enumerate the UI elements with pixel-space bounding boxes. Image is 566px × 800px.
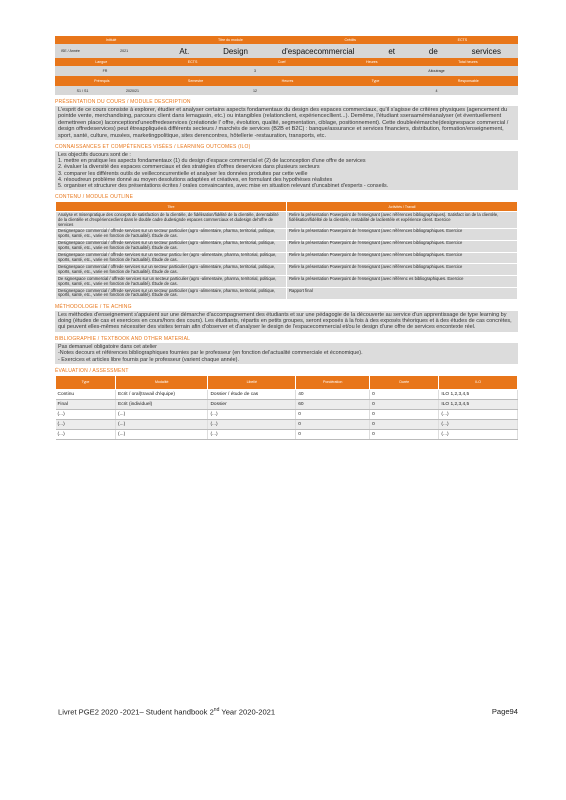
eval-cell: Dossier / étude de cas [208,389,296,399]
table-row [56,389,518,399]
page-number: Page94 [491,707,518,716]
eval-cell: (...) [208,429,296,439]
header-row-4 [55,66,518,76]
header-label: Semestre [187,79,204,83]
eval-cell: 0 [296,429,370,439]
footer-text: Livret PGE2 2020 -2021– Student handbook 2 [58,707,214,717]
contenu-col-header: Activités / Travail [287,202,518,212]
eval-cell: 0 [370,389,439,399]
header-value: S1 / S1 [76,88,89,93]
eval-cell: 0 [370,399,439,409]
contenu-left: De signespace commercial / offrede services sur un secteur particulier (agro -alimentaire, pharma, territorial, politique, sports, santé, etc., varie en fonction de l'actualité). Étude de cas. [56,276,287,288]
contenu-right: Relire la présentation Powerpoint de l'enseignant (avec références bibliographiques. Exercice [287,228,518,240]
eval-cell: (...) [56,429,116,439]
footer-text: Year 2020-2021 [221,707,276,717]
table-row [56,288,518,300]
course-title-part: d'espacecommercial [281,46,355,56]
presentation-title: PRÉSENTATION DU COURS / MODULE DESCRIPTION [55,99,191,105]
contenu-left: Designespace commercial / offrede services sur un secteur particulier (agro -alimentaire, pharma, territorial, politique, sports, santé, etc., varie en fonction de l'actualité). Étude de cas. [56,228,287,240]
eval-cell: 60 [296,399,370,409]
eval-cell: 0 [296,409,370,419]
contenu-left: Designespace commercial / offrede services sur un secteur particulier (agro -alimentaire, pharma, territorial, politique, sports, santé, etc., varie en fonction de l'actualité). Étude de cas. [56,264,287,276]
contenu-right: Rapport final [287,288,518,300]
header-code: ISE / Année [60,49,80,53]
competences-intro: Les objectifs ducours sont de : [58,152,131,159]
contenu-right: Relire la présentation Powerpoint de l'enseignant (avec références bibliographiques. Exercice [287,252,518,264]
competence-item: 3. comparer les différents outils de veilleconcurrentielle et analyser les données produites par cette veille [58,170,308,177]
contenu-right: Relire la présentation Powerpoint de l'enseignant (avec références bibliographiques. Exercice [287,264,518,276]
presentation-text: L'esprit de ce cours consiste à explorer, étudier et analyser certains aspects fondamentaux du design des espaces commerciaux, qu'il s'agisse de critères physiques (agencement du pointde vente, merchandising, parcours client dans lemagasin, etc.) ou intangibles (relationclient, expériencecllient...). Demême, l'étudiant sseraaméméanalyser (et éventuellement demettreen place) laconceptiond'uneoffredeservices (créationde l' offre, évolution, qualité, segmentation, ciblage, positionnement). Cette doubleéémarche(designespace commercial / design offredeservices) peut êtreappliquéeà différents secteurs / marchés de services (B2B et B2C) : banque/assurance et services financiers, distribution, formation/enseignement, sport, santé, culture, musées, marketingpolitique, sites derencontres, hôtellerie -restauration, transports, etc. [58,107,509,139]
table-row [56,252,518,264]
header-label: Heures [281,79,294,83]
evaluation-table [55,375,518,440]
header-label: Heures [365,60,378,64]
competences-box [55,151,518,190]
eval-cell: Ecrit (individuel) [116,399,208,409]
eval-cell: ILO 1,2,3,4,5 [439,389,518,399]
eval-cell: ILO 1,2,3,4,5 [439,399,518,409]
course-title-part: Design [223,46,248,56]
contenu-right: Relire la présentation Powerpoint de l'enseignant (avec références bibliographiques. Exercice [287,240,518,252]
course-title-part: services [471,46,501,56]
header-value: Aitoutrage [428,69,445,73]
eval-cell: 0 [370,409,439,419]
table-row [56,212,518,229]
eval-cell: (...) [116,409,208,419]
eval-cell: (...) [116,429,208,439]
competence-item: 1. mettre en pratique les aspects fondamentaux (1) du design d'espace commercial et (2) de laconception d'une offre de services [58,158,366,165]
header-label: ECTS [457,38,468,42]
header-label: Intitulé [105,38,117,42]
biblio-line: - Exercices et articles libre fournis par le professeur (varient chaque année). [58,356,239,363]
header-label: Type [371,79,380,83]
evaluation-title: ÉVALUATION / ASSESSMENT [55,367,129,374]
contenu-col-header: Titre [56,202,287,212]
header-value: 4 [435,88,438,93]
competence-item: 2. évaluer la diversité des espaces commerciaux et des stratégies d'offres deservices dans plusieurs secteurs [58,164,320,171]
course-title-part: et [388,46,396,56]
header-year: 2021 [120,49,129,53]
table-row [56,228,518,240]
handbook-page [55,36,518,440]
eval-cell: Final [56,399,116,409]
table-row [56,399,518,409]
competences-title: CONNAISSANCES ET COMPÉTENCES VISÉES / LEARNING OUTCOMES (ILO) [55,144,251,151]
eval-cell: 0 [296,419,370,429]
eval-cell: Dossier [208,399,296,409]
eval-col-header: Pondération [296,375,370,389]
header-value: 2020/21 [126,88,139,93]
header-label: Titre du module [218,38,243,42]
course-title-part: At. [179,46,190,56]
competence-item: 4. résoudreun problème donné au moyen desolutions adaptées et créatives, en formulant des hypothèses réalistes [58,176,333,183]
header-label: Responsable [457,79,479,83]
eval-cell: 40 [296,389,370,399]
contenu-left: Analyse et misenpratique des concepts de satisfaction de la clientèle, de fidélisation/fidélité de la clientèle, derentabilité de la clientèle et d'expérienceclient dans le double cadre dudesignde espaces commerciaux et dudesign del'offre de services [56,212,287,229]
table-row [56,240,518,252]
footer-left [58,707,275,717]
header-row-2 [55,44,518,58]
methodologie-title: MÉTHODOLOGIE / TE ACHING [55,303,132,310]
header-value: 3 [254,69,256,73]
eval-col-header: ILO [439,375,518,389]
biblio-title: BIBLIOGRAPHIE / TEXTBOOK AND OTHER MATERIAL [55,335,191,342]
page-footer [58,707,518,717]
eval-cell: Ecrit / oral(travail d'équipe) [116,389,208,399]
biblio-line: Pas demanuel obligatoire dans cet atelier [58,343,157,350]
methodologie-text: Les méthodes d'enseignement s'appuient sur une démarche d'accompagnement des étudiants et sur une pédagogie de la découverte au service d'un apprentissage de type learning by doing (études de cas et exercices en cours/hors des cours). Les étudiants, répartis en petits groupes, seront exposés à la fois à des exposés théoriques et à des études de cas concrètes, qui peuvent elles-mêmes nécessiter des visites terrain afin d'observer et d'analyser le design de l'espacecommercial et/ou le design d'une offre de services encontexte réel. [58,311,512,331]
contenu-right: Relire la présentation Powerpoint de l'enseignant (avec référenc es bibliographiques. Exercice [287,276,518,288]
contenu-right: Relire la présentation Powerpoint de l'enseignant (avec références bibliographiques). Satisfact ion de la clientèle, fidélisation/fidélité de la clientèle, rentabilité de laclientèle et expérience client. Exercice [287,212,518,229]
header-label: Langue [95,60,108,64]
biblio-line: -Notes decours et références bibliographiques fournies par le professeur (en fonction del'actualité commerciale et économique). [58,350,363,357]
contenu-left: Designespace commercial / offrede services sur un secteur particulier (agro -alimentaire, pharma, territorial, politique, sports, santé, etc., varie en fonction de l'actualité). Étude de cas. [56,240,287,252]
competence-item: 5. organiser et structurer des présentations écrites / orales convaincantes, avec mise en situation relevant d'uncabinet d'experts - conseils. [58,183,389,190]
header-row-6 [55,86,518,95]
header-label: ECTS [187,60,198,64]
contenu-table [55,201,518,300]
header-label: Total heures [458,60,478,64]
contenu-title: CONTENU / MODULE OUTLINE [55,194,134,201]
header-label: Coef [277,60,286,64]
presentation-box [55,106,518,140]
table-row [56,409,518,419]
header-label: Crédits [344,38,356,42]
eval-col-header: Type [56,375,116,389]
eval-cell: 0 [370,429,439,439]
header-row-1 [55,36,518,44]
eval-cell: (...) [439,419,518,429]
header-label: Prérequis [94,79,110,83]
contenu-left: Designespace commercial / offrede services sur un secteur particulier (agro -alimentaire, pharma, territorial, politique, sports, santé, etc., varie en fonction de l'actualité). Étude de cas. [56,288,287,300]
eval-cell: (...) [208,419,296,429]
methodologie-box [55,311,518,332]
contenu-left: Designespace commercial / offrede services sur un secteur particu lier (agro -alimentaire, pharma, territorial, politique, sports, santé, etc., varie en fonction de l'actualité). Étude de cas. [56,252,287,264]
eval-cell: (...) [56,419,116,429]
eval-cell: (...) [208,409,296,419]
course-title-part: de [428,46,438,56]
eval-col-header: Durée [370,375,439,389]
eval-cell: Continu [56,389,116,399]
biblio-box [55,343,518,364]
header-value: FR [102,69,108,73]
eval-cell: (...) [116,419,208,429]
eval-col-header: Libellé [208,375,296,389]
footer-sup: nd [213,707,220,713]
header-row-3 [55,58,518,66]
table-row [56,419,518,429]
table-row [56,276,518,288]
header-value: 12 [253,88,257,93]
eval-cell: (...) [439,429,518,439]
table-row [56,429,518,439]
eval-cell: (...) [439,409,518,419]
eval-col-header: Modalité [116,375,208,389]
course-title [163,47,519,56]
eval-cell: 0 [370,419,439,429]
table-row [56,264,518,276]
eval-cell: (...) [56,409,116,419]
header-row-5 [55,76,518,86]
